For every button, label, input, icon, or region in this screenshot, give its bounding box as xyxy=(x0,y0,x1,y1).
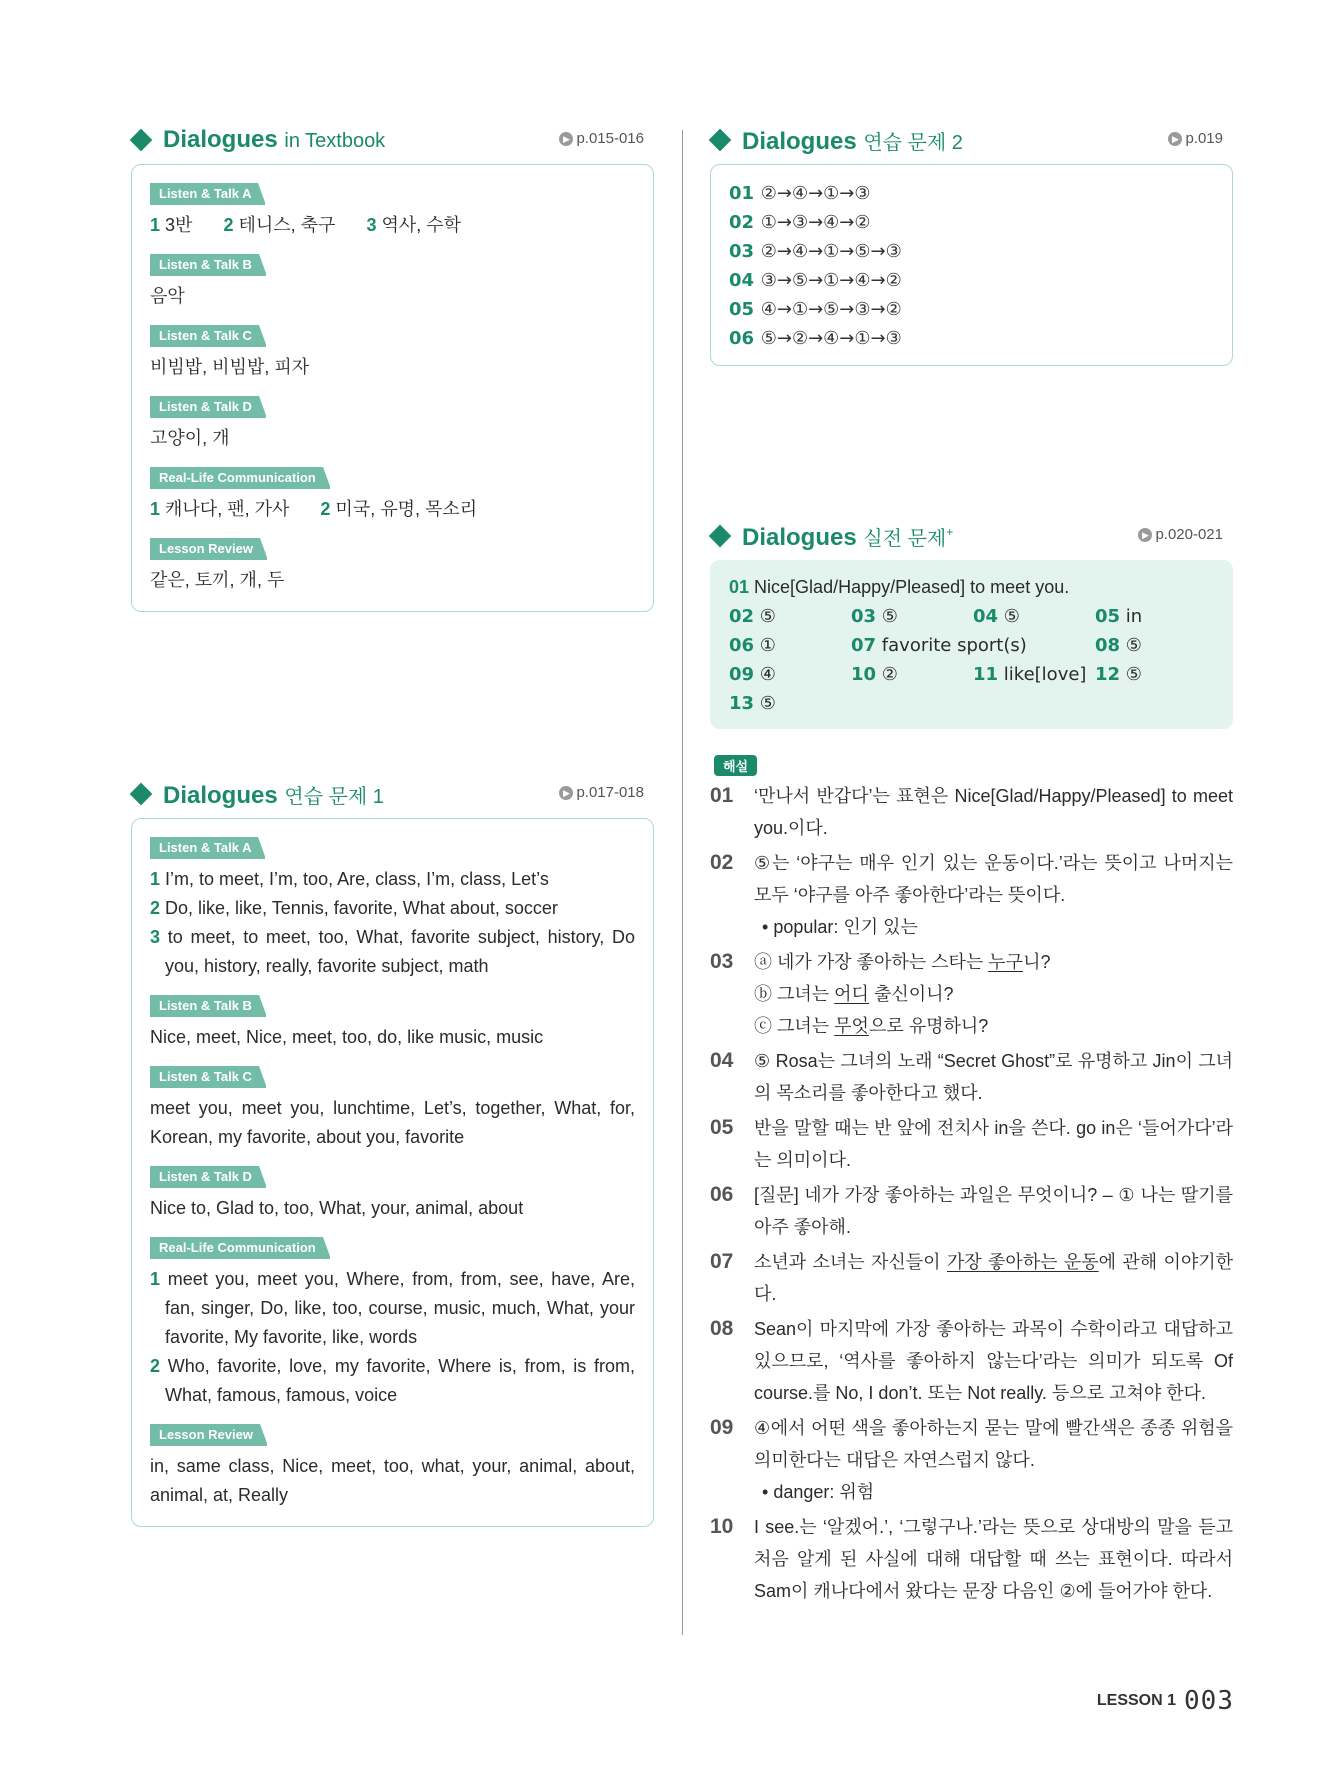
page-reference: ▶ p.017-018 xyxy=(559,784,644,801)
page-number: 003 xyxy=(1184,1686,1234,1716)
answer-group xyxy=(150,467,635,524)
answer-cell: 03 ⑤ xyxy=(851,606,898,627)
answer-line: 1 meet you, meet you, Where, from, from, see, have, Are, fan, singer, Do, like, too, course, music, much, What, your favorite, My favorite, like, words xyxy=(150,1269,635,1347)
answer-line: 음악 xyxy=(150,286,185,306)
answer-cell: 09 ④ xyxy=(729,664,776,685)
arrow-right-icon: ▶ xyxy=(1138,528,1152,542)
answer-cell: 13 ⑤ xyxy=(729,693,776,714)
answer-line: 2 Who, favorite, love, my favorite, Where is, from, is from, What, famous, famous, voice xyxy=(150,1356,635,1405)
right-column xyxy=(710,120,1233,1610)
group-tag: Listen & Talk A xyxy=(150,837,265,859)
answer-box xyxy=(710,560,1233,729)
answer-line: 1 캐나다, 팬, 가사 2 미국, 유명, 목소리 xyxy=(150,499,478,519)
section-title: Dialogues in Textbook xyxy=(163,126,386,153)
answer-line: 3 to meet, to meet, too, What, favorite subject, history, Do you, history, really, favorite subject, math xyxy=(150,927,635,976)
group-tag: Listen & Talk C xyxy=(150,325,266,347)
section-title: Dialogues 실전 문제+ xyxy=(742,524,954,551)
sequence-line: 06 ⑤→②→④→①→③ xyxy=(729,328,902,349)
explanation-item: 06 [질문] 네가 가장 좋아하는 과일은 무엇이니? – ① 나는 딸기를 아주 좋아해. xyxy=(710,1183,1233,1237)
answer-line: 비빔밥, 비빔밥, 피자 xyxy=(150,357,310,377)
section-title: Dialogues 연습 문제 1 xyxy=(163,782,384,809)
page-footer xyxy=(1097,1686,1234,1716)
answer-group xyxy=(150,1237,635,1410)
answer-line: 1 I’m, to meet, I’m, too, Are, class, I’m, class, Let’s xyxy=(150,869,549,889)
section-dialogues-real-test xyxy=(710,516,1233,1607)
answer-line: Nice, meet, Nice, meet, too, do, like music, music xyxy=(150,1027,544,1047)
answer-box xyxy=(710,164,1233,366)
sequence-line: 03 ②→④→①→⑤→③ xyxy=(729,241,902,262)
sequence-line: 04 ③→⑤→①→④→② xyxy=(729,270,902,291)
answer-group xyxy=(150,1166,635,1223)
answer-line: meet you, meet you, lunchtime, Let’s, together, What, for, Korean, my favorite, about you, favorite xyxy=(150,1098,635,1147)
arrow-right-icon: ▶ xyxy=(559,132,573,146)
answer-line: in, same class, Nice, meet, too, what, your, animal, about, animal, at, Really xyxy=(150,1456,635,1505)
answer-cell: 08 ⑤ xyxy=(1095,635,1142,656)
section-title: Dialogues 연습 문제 2 xyxy=(742,128,963,155)
answer-group xyxy=(150,1424,635,1510)
explanation-item: 07 소년과 소녀는 자신들이 가장 좋아하는 운동에 관해 이야기한다. xyxy=(710,1250,1234,1304)
answer-group xyxy=(150,396,635,453)
group-tag: Lesson Review xyxy=(150,1424,267,1446)
diamond-icon xyxy=(709,525,732,548)
explanation-item: 10 I see.는 ‘알겠어.’, ‘그렇구나.’라는 뜻으로 상대방의 말을 듣고 처음 알게 된 사실에 대해 대답할 때 쓰는 표현이다. 따라서 Sam이 캐나다에서 왔다는 문장 다음인 ②에 들어가야 한다. xyxy=(710,1515,1233,1601)
answer-cell: 10 ② xyxy=(851,664,898,685)
answer-group xyxy=(150,538,635,595)
answer-cell: 07 favorite sport(s) xyxy=(851,635,1027,656)
answer-group xyxy=(150,254,635,311)
group-tag: Listen & Talk B xyxy=(150,995,266,1017)
section-dialogues-practice-2 xyxy=(710,120,1233,366)
answer-line: 고양이, 개 xyxy=(150,428,230,448)
group-tag: Real-Life Communication xyxy=(150,1237,330,1259)
sequence-line: 05 ④→①→⑤→③→② xyxy=(729,299,902,320)
arrow-right-icon: ▶ xyxy=(559,786,573,800)
explanations xyxy=(710,780,1233,1607)
diamond-icon xyxy=(130,129,153,152)
page-reference: ▶ p.020-021 xyxy=(1138,526,1223,543)
explanation-item: 09 ④에서 어떤 색을 좋아하는지 묻는 말에 빨간색은 종종 위험을 의미한다는 대답은 자연스럽지 않다. • danger: 위험 xyxy=(710,1412,1233,1508)
answer-cell: 02 ⑤ xyxy=(729,606,776,627)
explanation-item: 08 Sean이 마지막에 가장 좋아하는 과목이 수학이라고 대답하고 있으므로, ‘역사를 좋아하지 않는다’라는 의미가 되도록 Of course.를 No, I don’t. 또는 Not really. 등으로 고쳐야 한다. xyxy=(710,1317,1233,1403)
vocab-note: • popular: 인기 있는 xyxy=(754,911,1233,943)
sequence-line: 01 ②→④→①→③ xyxy=(729,183,871,204)
section-header xyxy=(131,774,654,818)
section-header xyxy=(131,120,654,164)
group-tag: Listen & Talk B xyxy=(150,254,266,276)
diamond-icon xyxy=(709,129,732,152)
answer-line: Nice to, Glad to, too, What, your, animal, about xyxy=(150,1198,524,1218)
explanation-item: 03 ⓐ 네가 가장 좋아하는 스타는 누구니? ⓑ 그녀는 어디 출신이니? ⓒ 그녀는 무엇으로 유명하니? xyxy=(710,950,1051,1036)
sequence-line: 02 ①→③→④→② xyxy=(729,212,871,233)
answer-box xyxy=(131,818,654,1527)
answer-cell: 06 ① xyxy=(729,635,776,656)
diamond-icon xyxy=(130,783,153,806)
answer-line: 2 Do, like, like, Tennis, favorite, What about, soccer xyxy=(150,898,558,918)
answer-group xyxy=(150,837,635,981)
group-tag: Real-Life Communication xyxy=(150,467,330,489)
arrow-right-icon: ▶ xyxy=(1168,132,1182,146)
answer-box xyxy=(131,164,654,612)
answer-group xyxy=(150,183,635,240)
section-header xyxy=(710,120,1233,164)
answer-cell: 12 ⑤ xyxy=(1095,664,1142,685)
group-tag: Listen & Talk D xyxy=(150,396,266,418)
answer-line: 같은, 토끼, 개, 두 xyxy=(150,570,285,590)
explanation-item: 01 ‘만나서 반갑다’는 표현은 Nice[Glad/Happy/Pleased] to meet you.이다. xyxy=(710,784,1233,838)
answer-cell: 05 in xyxy=(1095,606,1143,627)
section-dialogues-in-textbook xyxy=(131,120,654,612)
page-reference: ▶ p.019 xyxy=(1168,130,1223,147)
answer-group xyxy=(150,995,635,1052)
explanation-label-row xyxy=(710,755,1233,776)
answer-cell: 11 like[love] xyxy=(973,664,1087,685)
answer-group xyxy=(150,325,635,382)
group-tag: Listen & Talk C xyxy=(150,1066,266,1088)
section-dialogues-practice-1 xyxy=(131,774,654,1527)
answer-cell: 04 ⑤ xyxy=(973,606,1020,627)
answer-line: 1 3반 2 테니스, 축구 3 역사, 수학 xyxy=(150,215,462,235)
explanation-item: 05 반을 말할 때는 반 앞에 전치사 in을 쓴다. go in은 ‘들어가다’라는 의미이다. xyxy=(710,1116,1233,1170)
answer-group xyxy=(150,1066,635,1152)
group-tag: Listen & Talk D xyxy=(150,1166,266,1188)
column-divider xyxy=(682,130,683,1635)
lesson-label: LESSON 1 xyxy=(1096,1692,1177,1709)
explanation-item: 04 ⑤ Rosa는 그녀의 노래 “Secret Ghost”로 유명하고 Jin이 그녀의 목소리를 좋아한다고 했다. xyxy=(710,1049,1233,1103)
group-tag: Lesson Review xyxy=(150,538,267,560)
explanation-item: 02 ⑤는 ‘야구는 매우 인기 있는 운동이다.’라는 뜻이고 나머지는 모두 ‘야구를 아주 좋아한다’라는 뜻이다. • popular: 인기 있는 xyxy=(710,847,1233,943)
answer-line: 01 Nice[Glad/Happy/Pleased] to meet you. xyxy=(729,577,1070,597)
explanation-badge: 해설 xyxy=(714,755,757,776)
group-tag: Listen & Talk A xyxy=(150,183,265,205)
page-reference: ▶ p.015-016 xyxy=(559,130,644,147)
section-header xyxy=(710,516,1233,560)
answer-grid xyxy=(729,602,1214,718)
vocab-note: • danger: 위험 xyxy=(754,1476,1233,1508)
left-column xyxy=(131,120,654,1527)
